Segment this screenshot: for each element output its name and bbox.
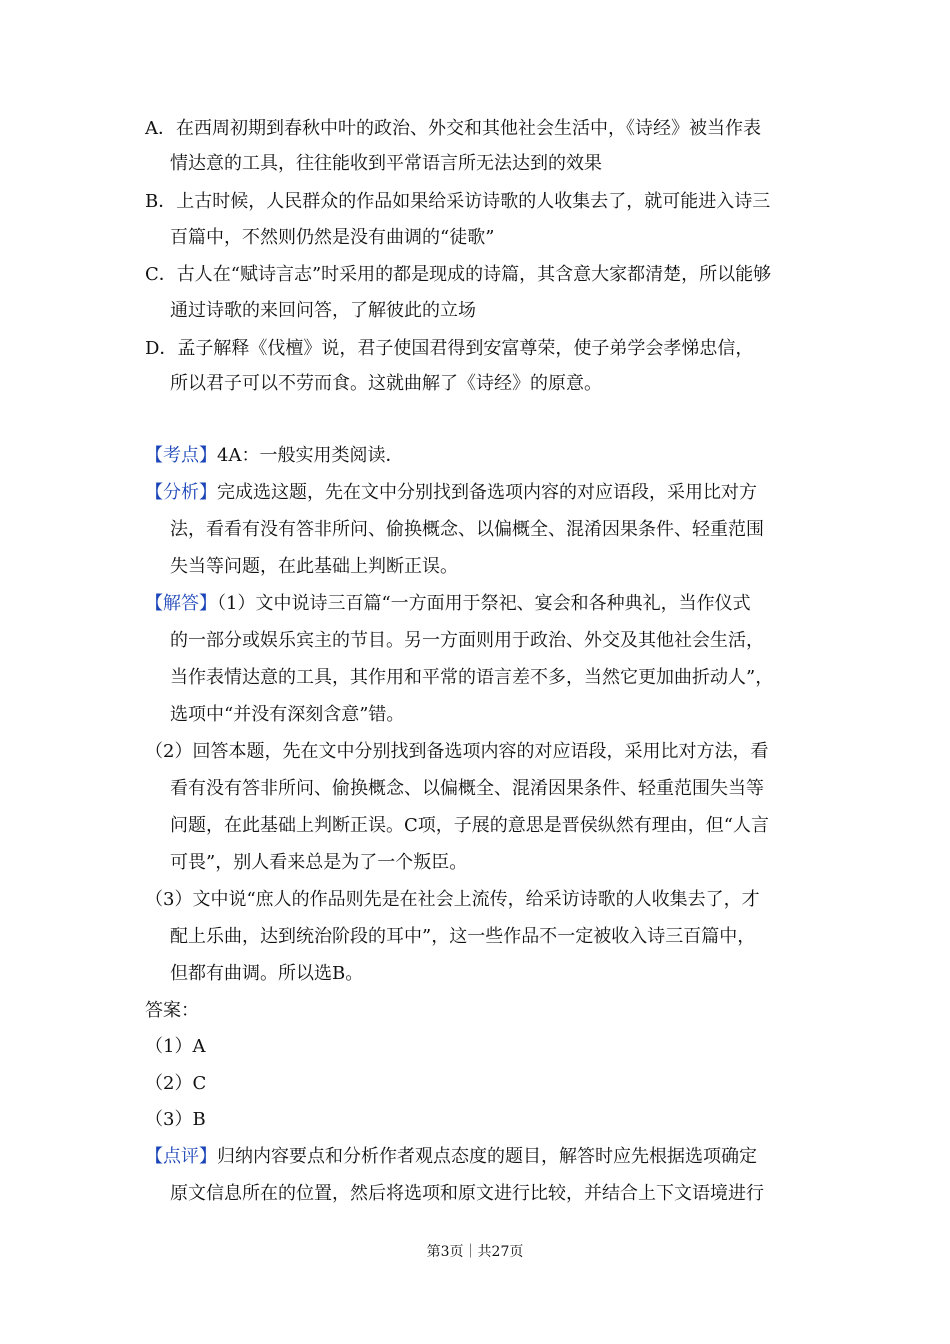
fenxi-line-1: 完成选这题，先在文中分别找到备选项内容的对应语段，采用比对方 xyxy=(217,482,757,503)
part2-line-2: 看有没有答非所问、偷换概念、以偏概全、混淆因果条件、轻重范围失当等 xyxy=(170,778,764,799)
option-a-line-1: A．在西周初期到春秋中叶的政治、外交和其他社会生活中，《诗经》被当作表 xyxy=(145,118,761,139)
part2-line-1: （2）回答本题，先在文中分别找到备选项内容的对应语段，采用比对方法，看 xyxy=(145,741,769,762)
kaodian-label: 【考点】 xyxy=(145,445,217,466)
fenxi-row xyxy=(145,481,757,505)
jieda-line-1: （1）文中说诗三百篇“一方面用于祭祀、宴会和各种典礼，当作仪式 xyxy=(217,593,751,614)
option-d-line-2: 所以君子可以不劳而食。这就曲解了《诗经》的原意。 xyxy=(170,373,602,394)
dianping-line-2: 原文信息所在的位置，然后将选项和原文进行比较，并结合上下文语境进行 xyxy=(170,1183,764,1204)
jieda-label: 【解答】 xyxy=(145,593,217,614)
jieda-line-4: 选项中“并没有深刻含意”错。 xyxy=(170,704,405,725)
part3-line-2: 配上乐曲，达到统治阶段的耳中”，这一些作品不一定被收入诗三百篇中， xyxy=(170,926,756,947)
part2-line-4: 可畏”，别人看来总是为了一个叛臣。 xyxy=(170,852,468,873)
fenxi-line-3: 失当等问题，在此基础上判断正误。 xyxy=(170,556,458,577)
option-d-line-1: D．孟子解释《伐檀》说，君子使国君得到安富尊荣，使子弟学会孝悌忠信， xyxy=(145,338,754,359)
option-a-line-2: 情达意的工具，往往能收到平常语言所无法达到的效果 xyxy=(170,153,602,174)
option-c-line-1: C．古人在“赋诗言志”时采用的都是现成的诗篇，其含意大家都清楚，所以能够 xyxy=(145,264,772,285)
answer-item-1: （1）A xyxy=(145,1036,206,1057)
dianping-row xyxy=(145,1145,757,1169)
part3-line-1: （3）文中说“庶人的作品则先是在社会上流传，给采访诗歌的人收集去了，才 xyxy=(145,889,760,910)
answer-heading: 答案： xyxy=(145,1000,199,1021)
fenxi-label: 【分析】 xyxy=(145,482,217,503)
kaodian-text: 4A：一般实用类阅读． xyxy=(217,445,404,466)
option-b-line-2: 百篇中，不然则仍然是没有曲调的“徒歌” xyxy=(170,227,495,248)
dianping-label: 【点评】 xyxy=(145,1146,217,1167)
part2-line-3: 问题，在此基础上判断正误。C项，子展的意思是晋侯纵然有理由，但“人言 xyxy=(170,815,769,836)
answer-item-2: （2）C xyxy=(145,1073,207,1094)
answer-item-3: （3）B xyxy=(145,1109,206,1130)
part3-line-3: 但都有曲调。所以选B。 xyxy=(170,963,364,984)
jieda-line-3: 当作表情达意的工具，其作用和平常的语言差不多，当然它更加曲折动人”， xyxy=(170,667,774,688)
option-b-line-1: B．上古时候，人民群众的作品如果给采访诗歌的人收集去了，就可能进入诗三 xyxy=(145,191,771,212)
jieda-row xyxy=(145,592,751,616)
option-c-line-2: 通过诗歌的来回问答，了解彼此的立场 xyxy=(170,300,476,321)
jieda-line-2: 的一部分或娱乐宾主的节目。另一方面则用于政治、外交及其他社会生活， xyxy=(170,630,764,651)
fenxi-line-2: 法，看看有没有答非所问、偷换概念、以偏概全、混淆因果条件、轻重范围 xyxy=(170,519,764,540)
kaodian-row xyxy=(145,444,403,468)
dianping-line-1: 归纳内容要点和分析作者观点态度的题目，解答时应先根据选项确定 xyxy=(217,1146,757,1167)
page-footer: 第3页｜共27页 xyxy=(426,1244,524,1260)
